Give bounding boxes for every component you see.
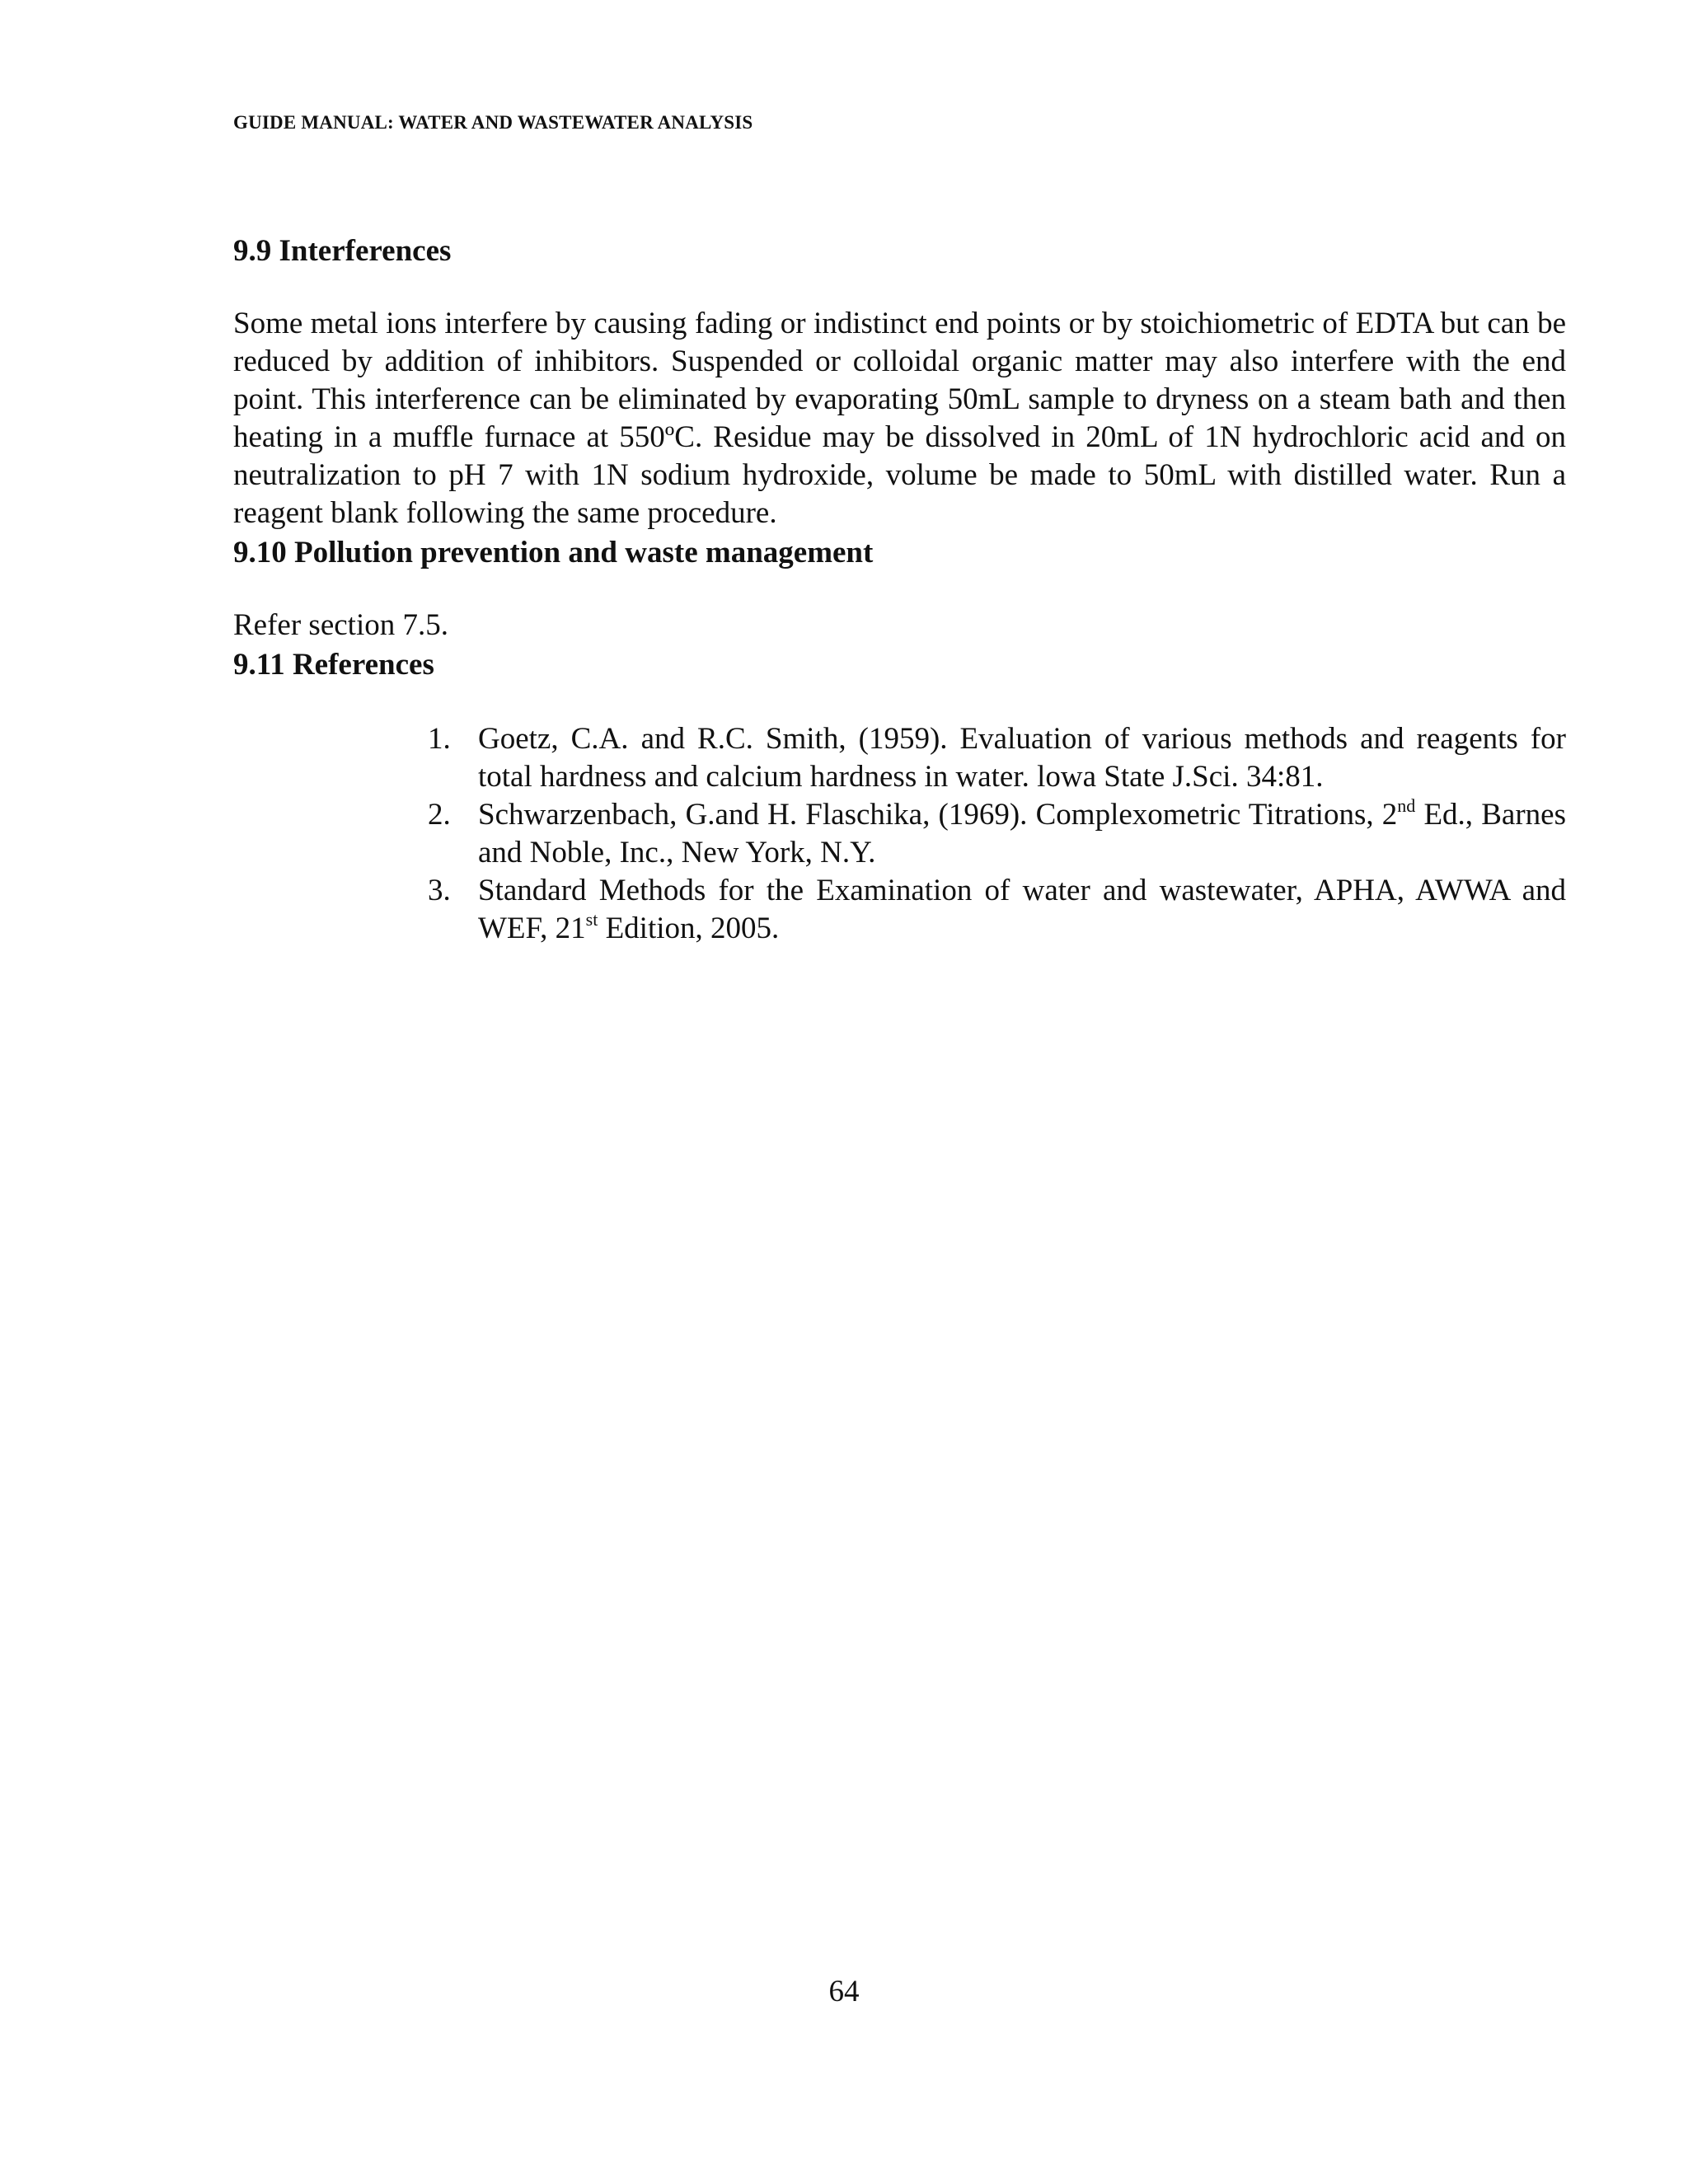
section-heading-references: 9.11 References <box>233 648 434 682</box>
reference-item <box>428 720 1566 796</box>
section-heading-interferences: 9.9 Interferences <box>233 234 452 268</box>
reference-text-continued: Edition, 2005. <box>598 912 780 945</box>
interferences-paragraph: Some metal ions interfere by causing fading or indistinct end points or by stoichiometric of EDTA but can be reduced by addition of inhibitors. Suspended or colloidal organic matter may also interfere with the end point. This interference can be eliminated by evaporating 50mL sample to dryness on a steam bath and then heating in a muffle furnace at 550ºC. Residue may be dissolved in 20mL of 1N hydrochloric acid and on neutralization to pH 7 with 1N sodium hydroxide, volume be made to 50mL with distilled water. Run a reagent blank following the same procedure. <box>233 307 1566 530</box>
ordinal-superscript: st <box>585 909 598 930</box>
reference-text: Standard Methods for the Examination of water and wastewater, APHA, AWWA and WEF, 21 <box>478 874 1566 945</box>
reference-text-continued: Ed., Barnes and Noble, Inc., New York, N.Y. <box>478 798 1566 869</box>
running-header: GUIDE MANUAL: WATER AND WASTEWATER ANALYSIS <box>233 112 753 133</box>
reference-item <box>428 796 1566 872</box>
reference-number: 3. <box>428 874 451 907</box>
ordinal-superscript: nd <box>1397 795 1416 816</box>
reference-number: 2. <box>428 798 451 832</box>
section-heading-pollution-prevention: 9.10 Pollution prevention and waste management <box>233 536 874 569</box>
references-list <box>233 720 1566 948</box>
reference-item <box>428 872 1566 948</box>
reference-text: Schwarzenbach, G.and H. Flaschika, (1969). Complexometric Titrations, 2 <box>478 798 1398 832</box>
pollution-prevention-paragraph: Refer section 7.5. <box>233 608 448 642</box>
page-number: 64 <box>828 1975 860 2008</box>
page-content <box>233 231 1566 948</box>
reference-number: 1. <box>428 722 451 756</box>
reference-text: Goetz, C.A. and R.C. Smith, (1959). Evaluation of various methods and reagents for total hardness and calcium hardness in water. lowa State J.Sci. 34:81. <box>478 722 1566 794</box>
